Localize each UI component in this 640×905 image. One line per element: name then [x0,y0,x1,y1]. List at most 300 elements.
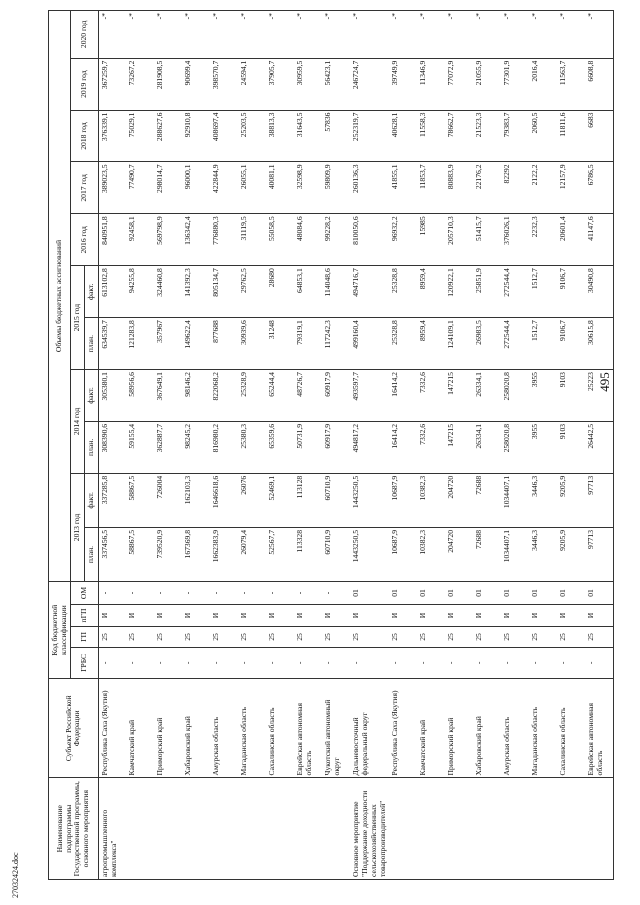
page-number: 495 [597,372,612,392]
cell-2016: 55058,5 [266,214,294,266]
cell-grbs: - [350,647,389,679]
cell-2014-plan: 308390,6 [98,421,126,473]
cell-2014-plan: 258020,8 [501,421,529,473]
cell-pgp: И [238,604,266,627]
cell-2014-fact: 147215 [445,370,473,422]
table-body [98,11,613,880]
cell-program [182,778,210,880]
cell-om: 01 [473,582,501,605]
cell-2018: 6683 [585,110,613,162]
cell-2014-plan: 98245,2 [182,421,210,473]
cell-om: 01 [585,582,613,605]
cell-2014-fact: 305380,1 [98,370,126,422]
cell-2015-plan: 499160,4 [350,318,389,370]
cell-2016: 41147,6 [585,214,613,266]
cell-pgp: И [126,604,154,627]
cell-2017: 82292 [501,162,529,214]
cell-program [210,778,238,880]
cell-2013-plan: 1443250,5 [350,527,389,581]
cell-2014-fact: 98146,2 [182,370,210,422]
cell-2013-fact: 72688 [473,473,501,527]
cell-subject: Магаданская область [529,679,557,778]
table-row [238,11,266,880]
cell-pgp: И [445,604,473,627]
cell-pgp: И [473,604,501,627]
cell-2013-fact: 113128 [294,473,322,527]
cell-2017: 96000,1 [182,162,210,214]
cell-2015-plan: 79319,1 [294,318,322,370]
cell-2014-plan: 816980,2 [210,421,238,473]
cell-om: - [294,582,322,605]
table-row [294,11,322,880]
cell-om: 01 [501,582,529,605]
table-row [585,11,613,880]
cell-grbs: - [557,647,585,679]
cell-2014-fact: 25328,9 [238,370,266,422]
cell-2017: 12157,9 [557,162,585,214]
cell-2013-plan: 113328 [294,527,322,581]
cell-2013-fact: 26076 [238,473,266,527]
cell-2019: 281908,5 [154,58,182,110]
cell-2014-plan: 65359,6 [266,421,294,473]
cell-2019: 90699,4 [182,58,210,110]
cell-2013-fact: 10687,9 [389,473,417,527]
cell-gp: 25 [445,627,473,647]
cell-2018: 408697,4 [210,110,238,162]
cell-2013-plan: 337456,5 [98,527,126,581]
cell-2013-fact: 9205,9 [557,473,585,527]
cell-2019: 367259,7 [98,58,126,110]
cell-2016: 569798,9 [154,214,182,266]
cell-2020: -* [182,11,210,59]
cell-2015-fact: 25851,9 [473,266,501,318]
cell-2013-plan: 10687,9 [389,527,417,581]
cell-om: 01 [557,582,585,605]
cell-2014-plan: 16414,2 [389,421,417,473]
cell-2018: 25203,5 [238,110,266,162]
cell-2013-plan: 26079,4 [238,527,266,581]
cell-2015-fact: 613102,8 [98,266,126,318]
cell-2019: 6608,8 [585,58,613,110]
cell-2014-fact: 48726,7 [294,370,322,422]
cell-grbs: - [501,647,529,679]
cell-2019: 56423,1 [322,58,350,110]
cell-2016: 776880,3 [210,214,238,266]
cell-2013-fact: 3446,3 [529,473,557,527]
cell-om: 01 [350,582,389,605]
table-row [210,11,238,880]
cell-2013-fact: 1646618,6 [210,473,238,527]
cell-2016: 92458,1 [126,214,154,266]
cell-2017: 77490,7 [126,162,154,214]
cell-2013-plan: 58867,5 [126,527,154,581]
cell-2015-fact: 141392,3 [182,266,210,318]
table-row [350,11,389,880]
cell-pgp: И [501,604,529,627]
cell-grbs: - [126,647,154,679]
cell-pgp: И [210,604,238,627]
cell-2015-plan: 877688 [210,318,238,370]
cell-2018: 38813,3 [266,110,294,162]
cell-2013-plan: 72688 [473,527,501,581]
cell-2015-fact: 28680 [266,266,294,318]
cell-2019: 39749,9 [389,58,417,110]
table-row [529,11,557,880]
cell-2015-fact: 8959,4 [417,266,445,318]
cell-grbs: - [238,647,266,679]
cell-2015-plan: 8959,4 [417,318,445,370]
cell-2016: 2232,3 [529,214,557,266]
cell-2014-plan: 362887,7 [154,421,182,473]
cell-2019: 21055,9 [473,58,501,110]
cell-2013-fact: 52469,1 [266,473,294,527]
cell-2017: 422844,9 [210,162,238,214]
cell-2016: 48084,6 [294,214,322,266]
cell-gp: 25 [350,627,389,647]
header-year-2013: 2013 год [71,473,85,581]
table-row [154,11,182,880]
cell-2015-fact: 64853,1 [294,266,322,318]
cell-2015-fact: 9106,7 [557,266,585,318]
cell-2013-fact: 1034407,1 [501,473,529,527]
cell-2019: 37905,7 [266,58,294,110]
cell-2017: 40081,1 [266,162,294,214]
cell-2020: -* [266,11,294,59]
cell-2017: 59809,9 [322,162,350,214]
cell-pgp: И [266,604,294,627]
cell-2020: -* [445,11,473,59]
cell-2015-fact: 94255,8 [126,266,154,318]
cell-2019: 11346,9 [417,58,445,110]
cell-2019: 246724,7 [350,58,389,110]
cell-2020: -* [294,11,322,59]
cell-2013-plan: 204720 [445,527,473,581]
cell-program: агропромышленного комплекса" [98,778,126,880]
cell-subject: Еврейская автономная область [294,679,322,778]
cell-program [389,778,417,880]
cell-program [585,778,613,880]
cell-2015-plan: 25328,8 [389,318,417,370]
cell-om: 01 [445,582,473,605]
cell-subject: Республика Саха (Якутия) [389,679,417,778]
cell-2020: -* [501,11,529,59]
header-2014-plan: план. [85,421,99,473]
cell-2014-plan: 147215 [445,421,473,473]
cell-gp: 25 [417,627,445,647]
cell-2017: 32598,9 [294,162,322,214]
cell-om: - [126,582,154,605]
table-row [98,11,126,880]
cell-grbs: - [529,647,557,679]
cell-om: 01 [417,582,445,605]
cell-2015-plan: 117242,3 [322,318,350,370]
cell-2020: -* [154,11,182,59]
budget-allocations-table [48,10,614,880]
cell-grbs: - [585,647,613,679]
header-2013-plan: план. [85,527,99,581]
cell-2014-fact: 9103 [557,370,585,422]
cell-gp: 25 [238,627,266,647]
cell-2015-plan: 357967 [154,318,182,370]
cell-pgp: И [350,604,389,627]
cell-2018: 11811,6 [557,110,585,162]
cell-pgp: И [154,604,182,627]
cell-2015-fact: 324460,8 [154,266,182,318]
header-budget-code: Код бюджетной классификации [49,582,71,679]
cell-subject: Амурская область [210,679,238,778]
cell-2014-plan: 7332,6 [417,421,445,473]
cell-2013-plan: 3446,3 [529,527,557,581]
cell-2019: 24594,1 [238,58,266,110]
cell-2019: 77301,9 [501,58,529,110]
cell-2016: 96932,2 [389,214,417,266]
cell-2016: 376026,1 [501,214,529,266]
cell-gp: 25 [98,627,126,647]
cell-2015-fact: 114048,6 [322,266,350,318]
cell-grbs: - [294,647,322,679]
cell-2013-fact: 58867,5 [126,473,154,527]
cell-om: 01 [529,582,557,605]
cell-2020: -* [350,11,389,59]
cell-pgp: И [182,604,210,627]
cell-2013-fact: 10382,3 [417,473,445,527]
cell-program [238,778,266,880]
cell-2017: 2122,2 [529,162,557,214]
cell-2013-plan: 9205,9 [557,527,585,581]
cell-2015-plan: 30939,6 [238,318,266,370]
cell-2014-fact: 58956,6 [126,370,154,422]
cell-2014-fact: 367649,1 [154,370,182,422]
cell-gp: 25 [182,627,210,647]
cell-2020: -* [238,11,266,59]
cell-2014-fact: 7332,6 [417,370,445,422]
cell-2014-plan: 26334,1 [473,421,501,473]
header-pgp: пГП [71,604,98,627]
header-2013-fact: факт. [85,473,99,527]
cell-pgp: И [98,604,126,627]
cell-2013-plan: 167369,8 [182,527,210,581]
header-year-2017: 2017 год [71,162,98,214]
cell-2014-plan: 9103 [557,421,585,473]
header-year-2018: 2018 год [71,110,98,162]
cell-program [154,778,182,880]
cell-2018: 79383,7 [501,110,529,162]
cell-2018: 21523,3 [473,110,501,162]
cell-grbs: - [417,647,445,679]
table-row [389,11,417,880]
cell-2016: 31119,5 [238,214,266,266]
cell-2014-plan: 26442,5 [585,421,613,473]
cell-om: 01 [389,582,417,605]
cell-2018: 252319,7 [350,110,389,162]
cell-2020: -* [557,11,585,59]
cell-om: - [154,582,182,605]
cell-2020: -* [389,11,417,59]
cell-2013-plan: 1034407,1 [501,527,529,581]
cell-2015-plan: 31248 [266,318,294,370]
cell-program [417,778,445,880]
cell-program [322,778,350,880]
cell-2015-fact: 272544,4 [501,266,529,318]
cell-subject: Республика Саха (Якутия) [98,679,126,778]
table-row [266,11,294,880]
cell-2017: 41855,1 [389,162,417,214]
cell-2015-fact: 29762,5 [238,266,266,318]
cell-grbs: - [473,647,501,679]
cell-2013-plan: 739520,9 [154,527,182,581]
cell-om: - [238,582,266,605]
cell-2013-fact: 1443250,5 [350,473,389,527]
cell-2018: 11558,3 [417,110,445,162]
cell-2015-plan: 272544,4 [501,318,529,370]
cell-2017: 260136,3 [350,162,389,214]
header-year-2020: 2020 год [71,11,98,59]
cell-2014-fact: 26334,1 [473,370,501,422]
header-year-2014: 2014 год [71,370,85,474]
cell-2014-plan: 25380,3 [238,421,266,473]
cell-program [294,778,322,880]
cell-2020: -* [473,11,501,59]
header-subject: Субъект Российской Федерации [49,679,99,778]
cell-2018: 40628,1 [389,110,417,162]
cell-2018: 78662,7 [445,110,473,162]
cell-2015-fact: 25328,8 [389,266,417,318]
cell-program [266,778,294,880]
cell-program [501,778,529,880]
cell-subject: Дальневосточный федеральный округ [350,679,389,778]
cell-2016: 810050,6 [350,214,389,266]
cell-grbs: - [322,647,350,679]
cell-2018: 75029,1 [126,110,154,162]
cell-2016: 15985 [417,214,445,266]
cell-2018: 57836 [322,110,350,162]
cell-2020: -* [417,11,445,59]
header-om: ОМ [71,582,98,605]
cell-gp: 25 [294,627,322,647]
cell-2016: 205710,3 [445,214,473,266]
cell-2013-fact: 726004 [154,473,182,527]
table-row [126,11,154,880]
cell-program: Основное мероприятие "Поддержание доходности сельскохозяйственных товаропроизводителей" [350,778,389,880]
cell-2015-plan: 9106,7 [557,318,585,370]
cell-om: - [98,582,126,605]
cell-pgp: И [322,604,350,627]
cell-om: - [322,582,350,605]
cell-2017: 26055,1 [238,162,266,214]
cell-2015-fact: 494716,7 [350,266,389,318]
cell-gp: 25 [529,627,557,647]
cell-2015-fact: 1512,7 [529,266,557,318]
document-filename: 27032424.doc [11,852,20,898]
table-row [182,11,210,880]
cell-2019: 2016,4 [529,58,557,110]
header-volumes: Объемы бюджетных ассигнований [49,11,71,582]
cell-2017: 298014,7 [154,162,182,214]
cell-grbs: - [210,647,238,679]
cell-subject: Чукотский автономный округ [322,679,350,778]
cell-subject: Приморский край [154,679,182,778]
cell-2019: 30959,5 [294,58,322,110]
cell-pgp: И [585,604,613,627]
cell-2013-fact: 337285,8 [98,473,126,527]
table-row [473,11,501,880]
cell-subject: Еврейская автономная область [585,679,613,778]
cell-2014-fact: 493597,7 [350,370,389,422]
cell-2015-plan: 26983,5 [473,318,501,370]
cell-subject: Сахалинская область [557,679,585,778]
cell-2014-fact: 16414,2 [389,370,417,422]
cell-grbs: - [182,647,210,679]
table-row [445,11,473,880]
cell-2013-fact: 204720 [445,473,473,527]
cell-2017: 6786,5 [585,162,613,214]
cell-grbs: - [98,647,126,679]
cell-program [473,778,501,880]
cell-2013-fact: 162103,3 [182,473,210,527]
header-year-2019: 2019 год [71,58,98,110]
cell-2015-plan: 121283,8 [126,318,154,370]
cell-2019: 11563,7 [557,58,585,110]
cell-2017: 80883,9 [445,162,473,214]
cell-2013-plan: 60710,9 [322,527,350,581]
cell-2014-fact: 3955 [529,370,557,422]
cell-grbs: - [154,647,182,679]
cell-2016: 99228,2 [322,214,350,266]
header-2014-fact: факт. [85,370,99,422]
cell-2014-fact: 60917,9 [322,370,350,422]
cell-gp: 25 [126,627,154,647]
table-row [322,11,350,880]
cell-program [126,778,154,880]
cell-2018: 288627,6 [154,110,182,162]
cell-2019: 77072,9 [445,58,473,110]
table-row [501,11,529,880]
cell-gp: 25 [501,627,529,647]
cell-2020: -* [98,11,126,59]
cell-2016: 136342,4 [182,214,210,266]
cell-pgp: И [389,604,417,627]
cell-om: - [182,582,210,605]
header-year-2016: 2016 год [71,214,98,266]
cell-2014-plan: 494817,2 [350,421,389,473]
cell-subject: Магаданская область [238,679,266,778]
cell-2013-fact: 60710,9 [322,473,350,527]
cell-program [445,778,473,880]
cell-pgp: И [294,604,322,627]
cell-2015-fact: 805134,7 [210,266,238,318]
cell-2017: 22176,2 [473,162,501,214]
header-2015-fact: факт. [85,266,99,318]
cell-2013-plan: 1662383,9 [210,527,238,581]
cell-2020: -* [322,11,350,59]
cell-2020: -* [126,11,154,59]
cell-2014-plan: 59155,4 [126,421,154,473]
cell-subject: Амурская область [501,679,529,778]
header-year-2015: 2015 год [71,266,85,370]
cell-pgp: И [557,604,585,627]
cell-gp: 25 [473,627,501,647]
cell-subject: Камчатский край [417,679,445,778]
cell-subject: Приморский край [445,679,473,778]
cell-2015-plan: 149622,4 [182,318,210,370]
cell-2020: -* [529,11,557,59]
cell-2014-fact: 25223 [585,370,613,422]
cell-2016: 51415,7 [473,214,501,266]
cell-2018: 92910,8 [182,110,210,162]
cell-grbs: - [266,647,294,679]
cell-2014-plan: 60917,9 [322,421,350,473]
cell-2016: 20601,4 [557,214,585,266]
